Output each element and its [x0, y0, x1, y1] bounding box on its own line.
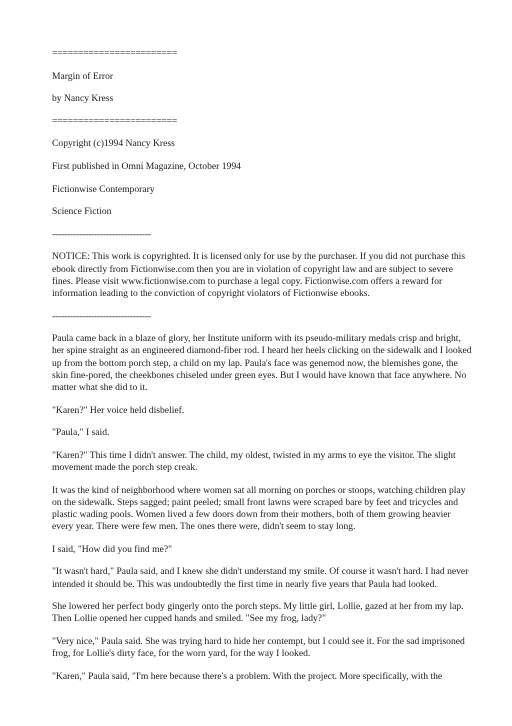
- document-page: [52, 48, 472, 693]
- story-paragraph: I said, "How did you find me?": [52, 543, 173, 555]
- story-paragraph: She lowered her perfect body gingerly onto the porch steps. My little girl, Lollie, gazed at her from my lap. Then Lollie opened her cupped hands and smiled. "See my frog, lady?": [52, 601, 464, 625]
- front-matter-rule: ---------------------------------: [52, 228, 151, 240]
- story-paragraph: "Karen?" Her voice held disbelief.: [52, 404, 185, 416]
- header-rule-bottom: ========================: [52, 115, 178, 127]
- story-paragraph: "It wasn't hard," Paula said, and I knew she didn't understand my smile. Of course it wasn't hard. I had never intended it should be. This was undoubtedly the first time in nearly five years that Paula had looked.: [52, 566, 469, 590]
- story-paragraph: "Very nice," Paula said. She was trying hard to hide her contempt, but I could see it. For the sad imprisoned frog, for Lollie's dirty face, for the worn yard, for the way I looked.: [52, 635, 465, 660]
- header-rule-top: ========================: [52, 48, 178, 59]
- story-paragraph: "Paula," I said.: [52, 427, 110, 439]
- genre-line: Science Fiction: [52, 206, 112, 218]
- copyright-notice: NOTICE: This work is copyrighted. It is licensed only for use by the purchaser. If you did not purchase this ebook directly from Fictionwise.com then you are in violation of copyright law and are subject to severe fines. Please visit www.fictionwise.com to purchase a legal copy. Fictionwise.com offers a reward for information leading to the conviction of copyright violators of Fictionwise ebooks.: [52, 251, 466, 299]
- copyright-line: Copyright (c)1994 Nancy Kress: [52, 138, 175, 150]
- notice-rule: ---------------------------------: [52, 310, 151, 322]
- story-paragraph: It was the kind of neighborhood where women sat all morning on porches or stoops, watching children play on the sidewalk. Steps sagged; paint peeled; small front lawns were scraped bare by feet and tricycles and plastic wading pools. Women lived a few doors down from their mothers, both of them growing heavier every year. There were few men. The ones there were, didn't seem to stay long.: [52, 484, 466, 533]
- story-paragraph: "Karen?" This time I didn't answer. The child, my oldest, twisted in my arms to eye the visitor. The slight movement made the porch step creak.: [52, 449, 456, 473]
- author-byline: by Nancy Kress: [52, 93, 114, 105]
- story-title: Margin of Error: [52, 70, 114, 82]
- imprint-line: Fictionwise Contemporary: [52, 183, 155, 195]
- first-published-line: First published in Omni Magazine, October 1994: [52, 160, 241, 172]
- story-body: [52, 333, 472, 683]
- story-paragraph: "Karen," Paula said, "I'm here because there's a problem. With the project. More specifically, with the: [52, 670, 443, 682]
- story-paragraph: Paula came back in a blaze of glory, her Institute uniform with its pseudo-military medals crisp and bright, her spine straight as an engineered diamond-fiber rod. I heard her heels clicking on the sidewalk and I looked up from the bottom porch step, a child on my lap. Paula's face was genemod now, the blemishes gone, the skin fine-pored, the cheekbones chiseled under green eyes. But I would have known that face anywhere. No matter what she did to it.: [52, 333, 472, 393]
